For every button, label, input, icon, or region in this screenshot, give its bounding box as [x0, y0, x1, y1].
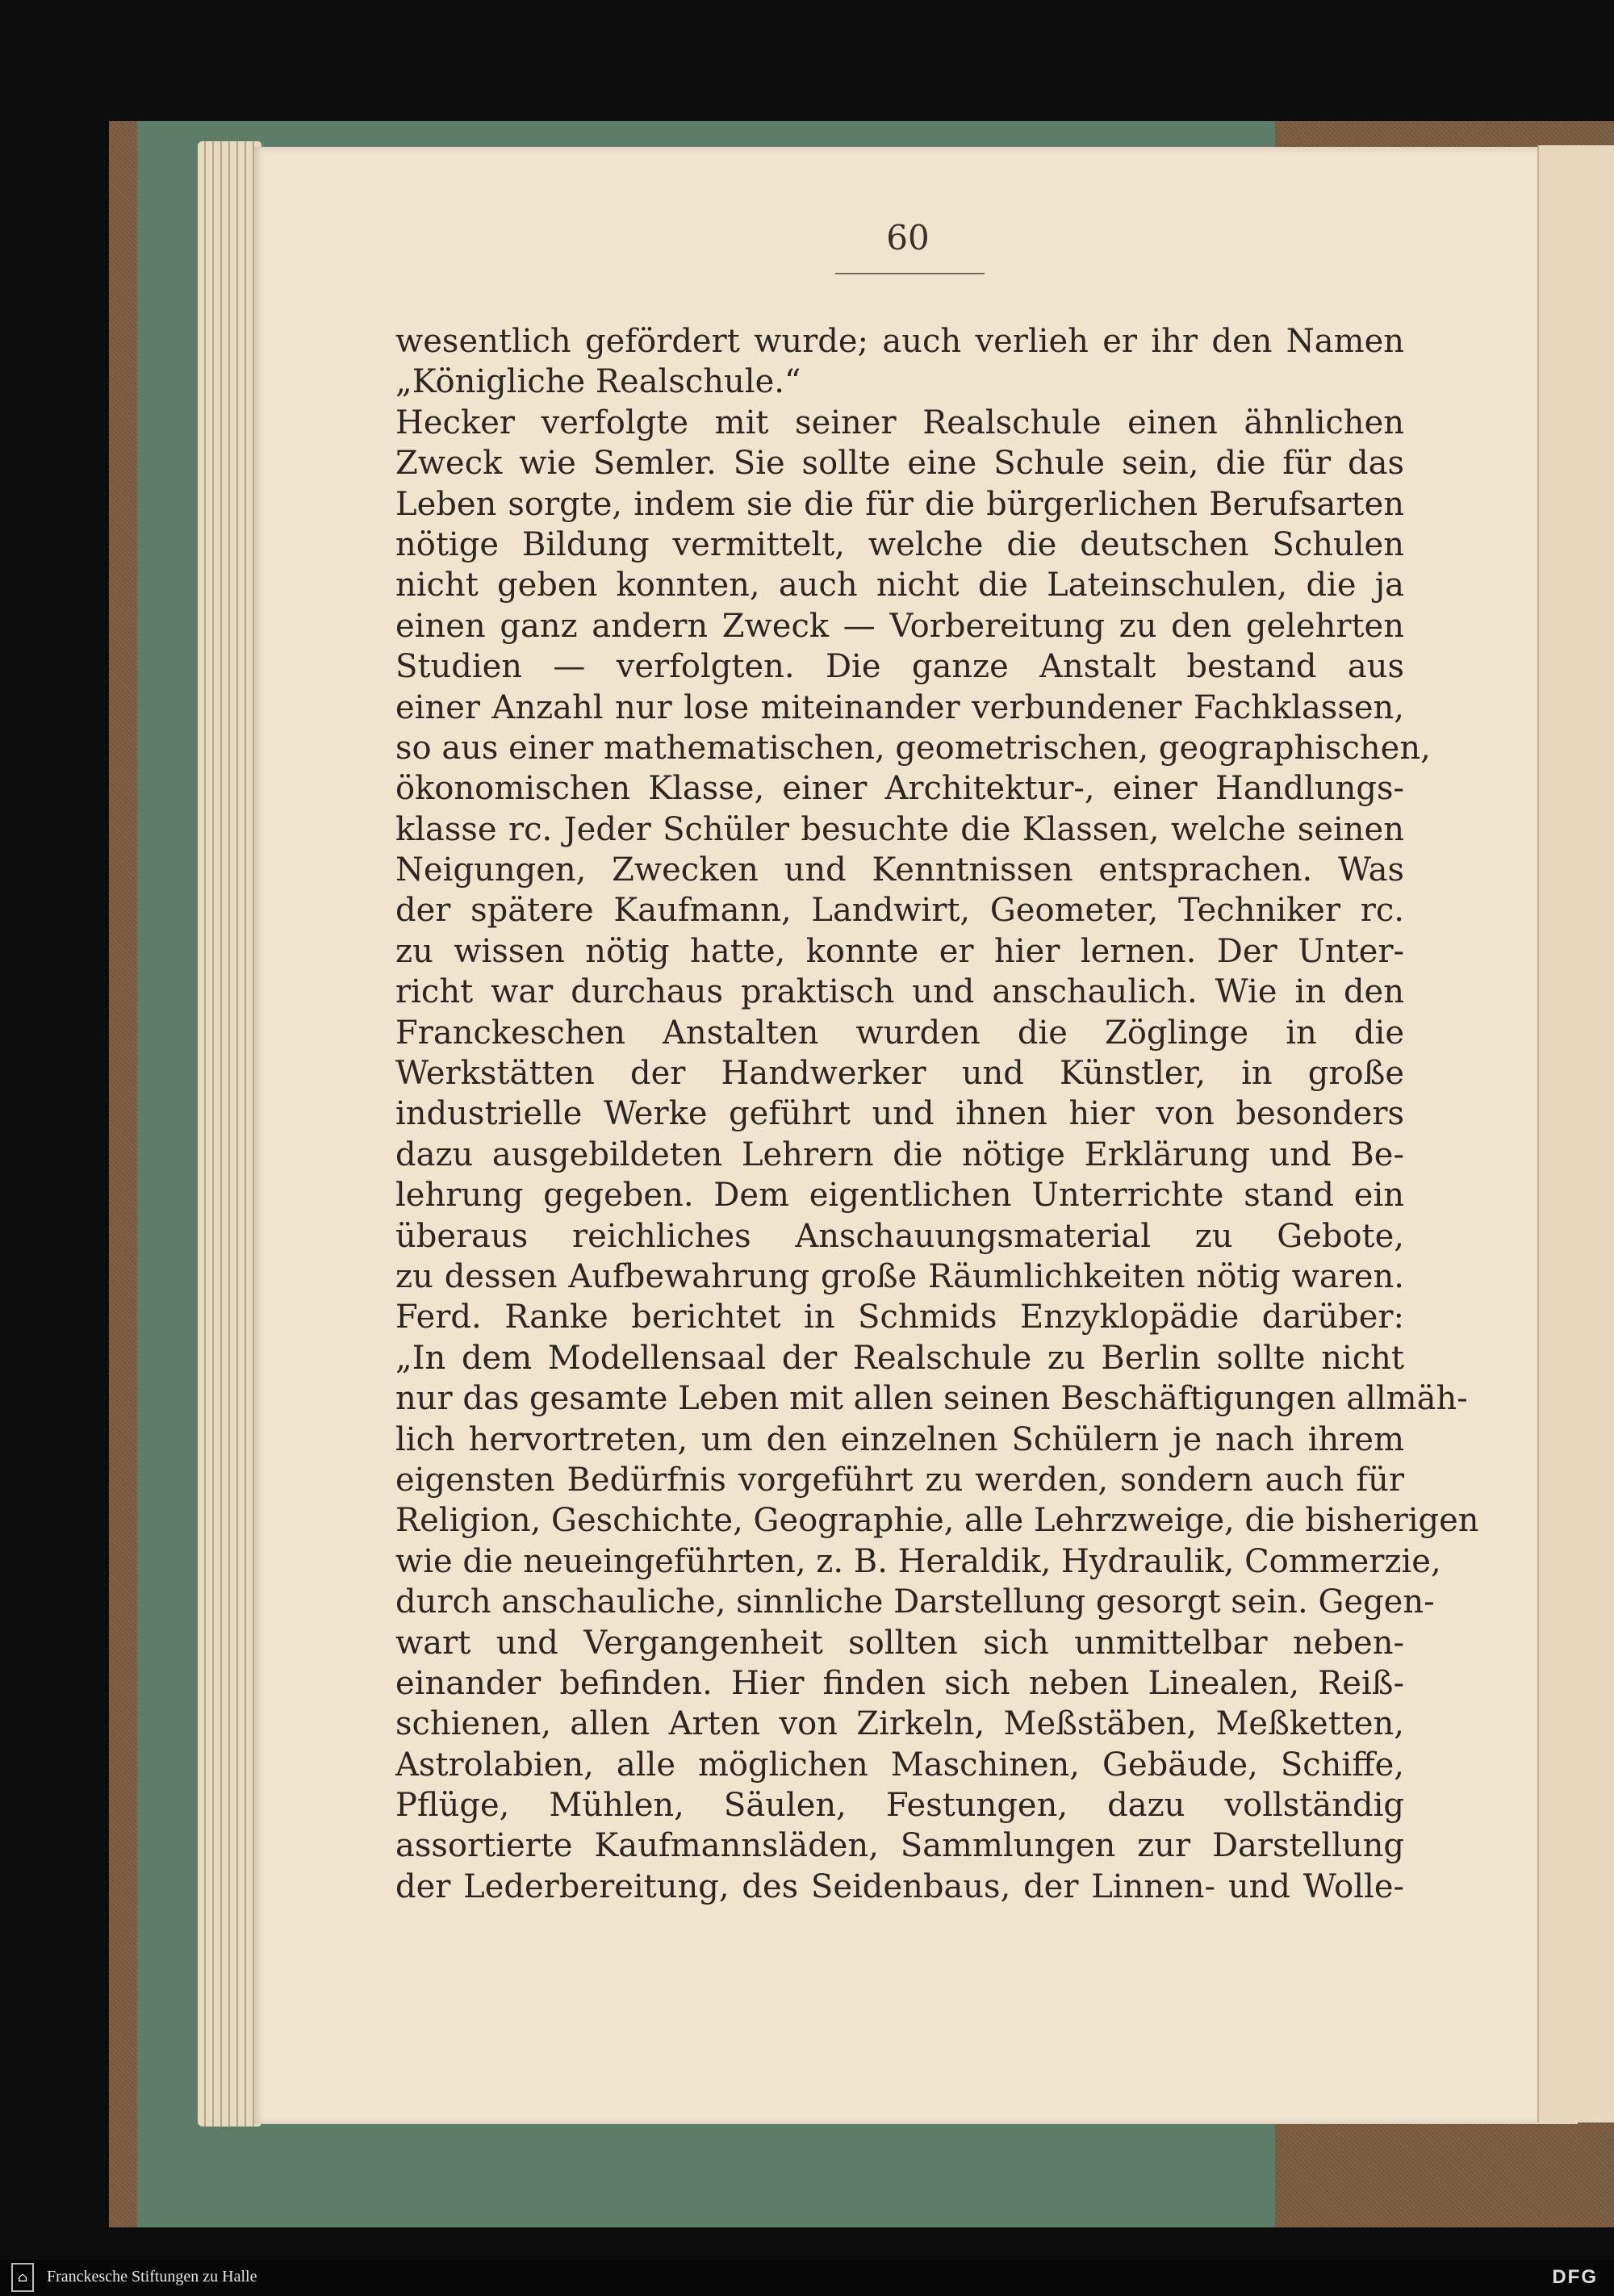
- text-line: lich hervortreten, um den einzelnen Schülern je nach ihrem: [395, 1420, 1404, 1458]
- text-line: wesentlich gefördert wurde; auch verlieh er ihr den Namen: [395, 323, 1404, 360]
- adjacent-page: [1537, 145, 1614, 2122]
- header-rule: [835, 273, 985, 274]
- text-line: überaus reichliches Anschauungsmaterial zu Gebote,: [395, 1217, 1404, 1255]
- text-line: ökonomischen Klasse, einer Architektur-, einer Handlungs-: [395, 770, 1404, 808]
- page-number: 60: [886, 218, 930, 257]
- text-line: „In dem Modellensaal der Realschule zu Berlin sollte nicht: [395, 1339, 1404, 1377]
- text-line: so aus einer mathematischen, geometrischen, geographischen,: [395, 729, 1431, 767]
- text-line: Pflüge, Mühlen, Säulen, Festungen, dazu vollständig: [395, 1787, 1404, 1825]
- page-text: [395, 321, 1479, 1907]
- text-line: Leben sorgte, indem sie die für die bürgerlichen Berufsarten: [395, 485, 1404, 523]
- text-line: Astrolabien, alle möglichen Maschinen, Gebäude, Schiffe,: [395, 1746, 1404, 1784]
- text-line: wie die neueingeführten, z. B. Heraldik, Hydraulik, Commerzie,: [395, 1542, 1441, 1580]
- text-line: Franckeschen Anstalten wurden die Zöglinge in die: [395, 1014, 1404, 1052]
- text-line: Zweck wie Semler. Sie sollte eine Schule sein, die für das: [395, 445, 1404, 483]
- text-line: Religion, Geschichte, Geographie, alle Lehrzweige, die bisherigen: [395, 1502, 1479, 1540]
- text-line: zu dessen Aufbewahrung große Räumlichkeiten nötig waren.: [395, 1257, 1404, 1295]
- text-line: nötige Bildung vermittelt, welche die deutschen Schulen: [395, 525, 1404, 563]
- text-line: wart und Vergangenheit sollten sich unmittelbar neben-: [395, 1624, 1404, 1662]
- text-line: schienen, allen Arten von Zirkeln, Meßstäben, Meßketten,: [395, 1705, 1404, 1743]
- text-line: Neigungen, Zwecken und Kenntnissen entsprachen. Was: [395, 851, 1404, 889]
- text-line: der Lederbereitung, des Seidenbaus, der Linnen- und Wolle-: [395, 1867, 1404, 1905]
- text-line: einander befinden. Hier finden sich neben Linealen, Reiß-: [395, 1664, 1404, 1702]
- text-line: lehrung gegeben. Dem eigentlichen Unterrichte stand ein: [395, 1177, 1404, 1215]
- text-line: Werkstätten der Handwerker und Künstler, in große: [395, 1055, 1404, 1093]
- text-line: Hecker verfolgte mit seiner Realschule einen ähnlichen: [395, 404, 1404, 441]
- footer-dfg-logo: DFG: [1552, 2266, 1598, 2288]
- text-line: eigensten Bedürfnis vorgeführt zu werden, sondern auch für: [395, 1461, 1404, 1499]
- text-line: richt war durchaus praktisch und anschaulich. Wie in den: [395, 973, 1404, 1011]
- text-line: Studien — verfolgten. Die ganze Anstalt bestand aus: [395, 648, 1404, 686]
- text-line: einer Anzahl nur lose miteinander verbundener Fachklassen,: [395, 688, 1404, 726]
- text-line: assortierte Kaufmannsläden, Sammlungen zur Darstellung: [395, 1827, 1404, 1865]
- text-line: nur das gesamte Leben mit allen seinen Beschäftigungen allmäh-: [395, 1380, 1468, 1418]
- page-edges: [198, 141, 262, 2127]
- text-line: dazu ausgebildeten Lehrern die nötige Erklärung und Be-: [395, 1135, 1404, 1173]
- text-line: nicht geben konnten, auch nicht die Lateinschulen, die ja: [395, 567, 1404, 604]
- text-line: klasse rc. Jeder Schüler besuchte die Klassen, welche seinen: [395, 810, 1404, 848]
- footer-institution: Franckesche Stiftungen zu Halle: [47, 2268, 257, 2286]
- text-line: Ferd. Ranke berichtet in Schmids Enzyklopädie darüber:: [395, 1299, 1404, 1336]
- text-line: einen ganz andern Zweck — Vorbereitung zu den gelehrten: [395, 607, 1404, 645]
- text-line: zu wissen nötig hatte, konnte er hier lernen. Der Unter-: [395, 932, 1404, 970]
- text-line: industrielle Werke geführt und ihnen hier von besonders: [395, 1095, 1404, 1133]
- text-line: „Königliche Realschule.“: [395, 363, 801, 401]
- text-line: der spätere Kaufmann, Landwirt, Geometer, Techniker rc.: [395, 892, 1404, 930]
- text-line: durch anschauliche, sinnliche Darstellung gesorgt sein. Gegen-: [395, 1583, 1435, 1621]
- foundation-logo-icon: ⌂: [11, 2263, 34, 2292]
